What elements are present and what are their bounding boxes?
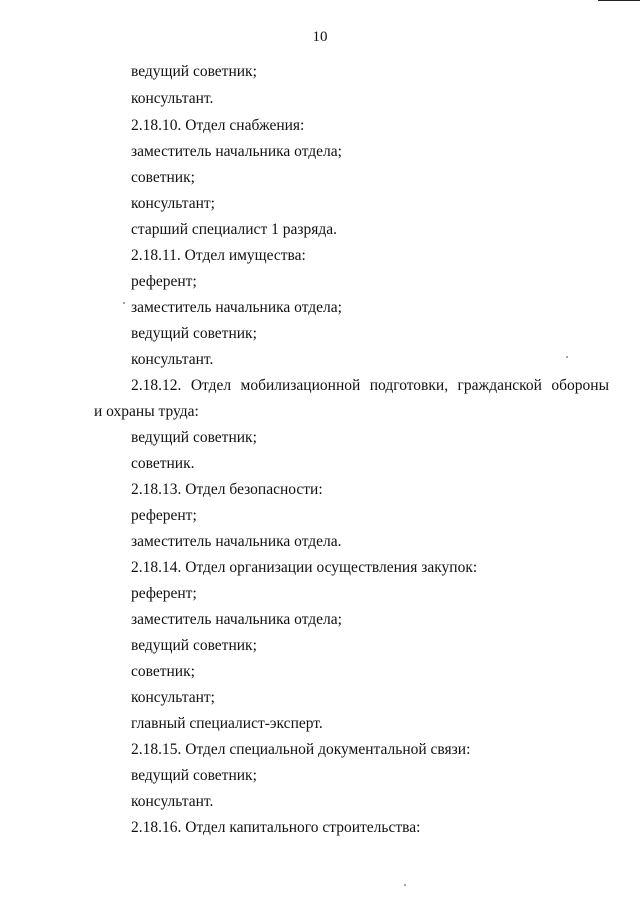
section-heading: 2.18.12. Отдел мобилизационной подготовки, гражданской обороны <box>131 377 609 394</box>
scan-speck <box>123 302 125 304</box>
text-line: консультант. <box>131 793 214 810</box>
text-line: ведущий советник; <box>131 637 257 654</box>
text-line: заместитель начальника отдела; <box>131 143 342 160</box>
text-line: референт; <box>131 273 197 290</box>
section-heading: 2.18.10. Отдел снабжения: <box>131 117 305 134</box>
text-line: ведущий советник; <box>131 767 257 784</box>
text-line: советник. <box>131 455 195 472</box>
section-heading-continuation: и охраны труда: <box>94 403 199 420</box>
section-heading: 2.18.16. Отдел капитального строительства: <box>131 819 421 836</box>
section-heading: 2.18.15. Отдел специальной документальной связи: <box>131 741 471 758</box>
text-line: референт; <box>131 507 197 524</box>
text-line: ведущий советник; <box>131 325 257 342</box>
text-line: заместитель начальника отдела. <box>131 533 342 550</box>
scan-edge-mark <box>598 0 640 1</box>
text-line: заместитель начальника отдела; <box>131 611 342 628</box>
scan-speck <box>404 884 406 886</box>
text-line: советник; <box>131 169 195 186</box>
text-line: ведущий советник; <box>131 63 257 80</box>
text-line: заместитель начальника отдела; <box>131 299 342 316</box>
section-heading: 2.18.14. Отдел организации осуществления закупок: <box>131 559 478 576</box>
section-heading: 2.18.11. Отдел имущества: <box>131 247 306 264</box>
scan-speck <box>566 356 568 358</box>
page-number: 10 <box>312 29 328 45</box>
text-line: консультант; <box>131 689 215 706</box>
text-line: старший специалист 1 разряда. <box>131 221 337 238</box>
text-line: главный специалист-эксперт. <box>131 715 323 732</box>
text-line: консультант. <box>131 90 214 107</box>
text-line: консультант; <box>131 195 215 212</box>
section-heading: 2.18.13. Отдел безопасности: <box>131 481 323 498</box>
text-line: ведущий советник; <box>131 429 257 446</box>
text-line: консультант. <box>131 351 214 368</box>
text-line: референт; <box>131 585 197 602</box>
text-line: советник; <box>131 663 195 680</box>
